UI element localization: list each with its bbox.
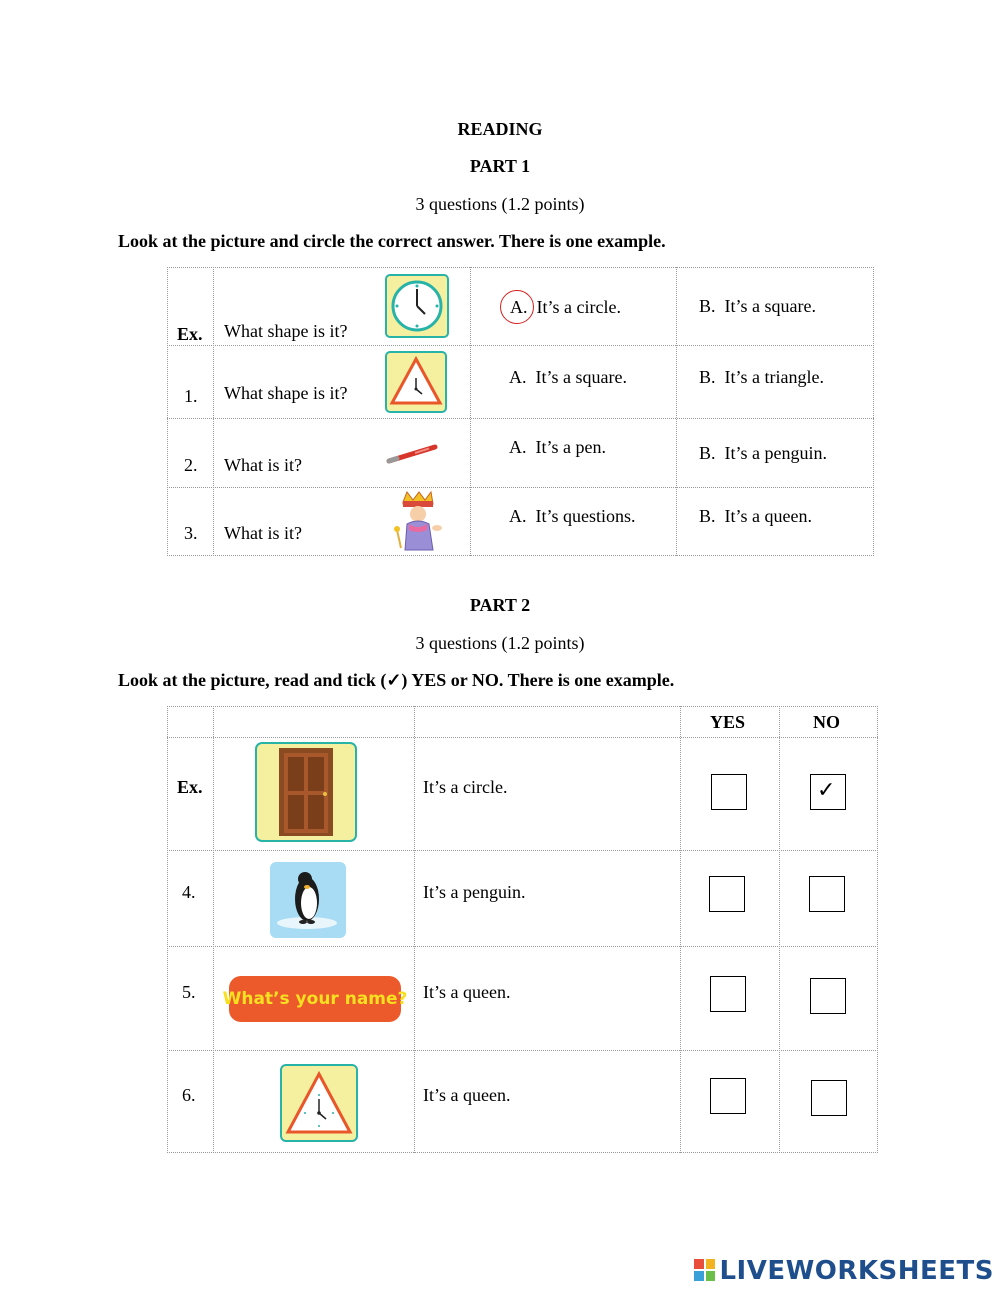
option-letter: B. [699, 296, 716, 316]
whats-your-name-banner [222, 976, 408, 1022]
option-b[interactable] [699, 296, 816, 317]
tick-mark: ✓ [817, 778, 836, 803]
clock-in-square-icon [385, 274, 449, 338]
option-letter: A. [510, 297, 528, 317]
option-text: It’s a queen. [724, 506, 812, 526]
option-a[interactable] [510, 297, 621, 318]
statement-text: It’s a queen. [423, 1085, 511, 1105]
question-text: What is it? [224, 455, 302, 475]
no-checkbox[interactable] [811, 1080, 847, 1116]
row-number: 6. [182, 1085, 196, 1105]
no-checkbox[interactable] [809, 876, 845, 912]
section-title: READING [457, 119, 543, 139]
option-text: It’s a square. [724, 296, 816, 316]
yes-checkbox[interactable] [710, 1078, 746, 1114]
statement-text: It’s a queen. [423, 982, 511, 1002]
row-number: 3. [184, 523, 198, 543]
yes-checkbox[interactable] [709, 876, 745, 912]
pen-icon [385, 443, 439, 465]
door-icon [255, 742, 357, 842]
no-checkbox[interactable] [810, 774, 846, 810]
question-text: What shape is it? [224, 321, 348, 341]
clock-in-triangle-icon [385, 351, 447, 413]
yes-checkbox[interactable] [710, 976, 746, 1012]
option-text: It’s a penguin. [724, 443, 827, 463]
option-text: It’s a circle. [536, 297, 621, 317]
queen-icon [387, 490, 443, 552]
yes-header: YES [710, 712, 746, 732]
option-b[interactable] [699, 506, 812, 527]
answer-circle-mark [500, 290, 534, 324]
option-letter: A. [509, 437, 527, 457]
row-number: Ex. [177, 777, 203, 797]
row-number: 2. [184, 455, 198, 475]
option-letter: B. [699, 367, 716, 387]
row-number: 1. [184, 386, 198, 406]
part2-table [167, 706, 878, 1153]
statement-text: It’s a penguin. [423, 882, 526, 902]
part1-instruction: Look at the picture and circle the correct answer. There is one example. [118, 231, 666, 251]
no-header: NO [813, 712, 840, 732]
option-letter: B. [699, 443, 716, 463]
clock-in-triangle-icon [280, 1064, 358, 1142]
question-text: What is it? [224, 523, 302, 543]
option-letter: A. [509, 367, 527, 387]
option-letter: B. [699, 506, 716, 526]
banner-text: What’s your name? [222, 989, 408, 1009]
no-checkbox[interactable] [810, 978, 846, 1014]
row-number: 4. [182, 882, 196, 902]
option-text: It’s a triangle. [724, 367, 824, 387]
part2-instruction: Look at the picture, read and tick (✓) YES or NO. There is one example. [118, 670, 675, 690]
part1-table [167, 267, 874, 556]
part1-title: PART 1 [469, 156, 531, 176]
yes-checkbox[interactable] [711, 774, 747, 810]
penguin-icon [269, 861, 347, 939]
option-b[interactable] [699, 443, 827, 464]
part2-points: 3 questions (1.2 points) [415, 633, 585, 653]
option-a[interactable] [509, 506, 636, 527]
liveworksheets-logo [694, 1254, 994, 1288]
option-a[interactable] [509, 367, 627, 388]
part2-title: PART 2 [469, 595, 531, 615]
option-text: It’s a pen. [535, 437, 606, 457]
logo-text: LIVEWORKSHEETS [719, 1256, 994, 1286]
option-text: It’s a square. [535, 367, 627, 387]
statement-text: It’s a circle. [423, 777, 508, 797]
row-number: 5. [182, 982, 196, 1002]
part1-points: 3 questions (1.2 points) [415, 194, 585, 214]
logo-mark-icon [694, 1259, 715, 1283]
row-number: Ex. [177, 324, 203, 344]
option-b[interactable] [699, 367, 824, 388]
option-a[interactable] [509, 437, 606, 458]
question-text: What shape is it? [224, 383, 348, 403]
option-text: It’s questions. [535, 506, 636, 526]
option-letter: A. [509, 506, 527, 526]
